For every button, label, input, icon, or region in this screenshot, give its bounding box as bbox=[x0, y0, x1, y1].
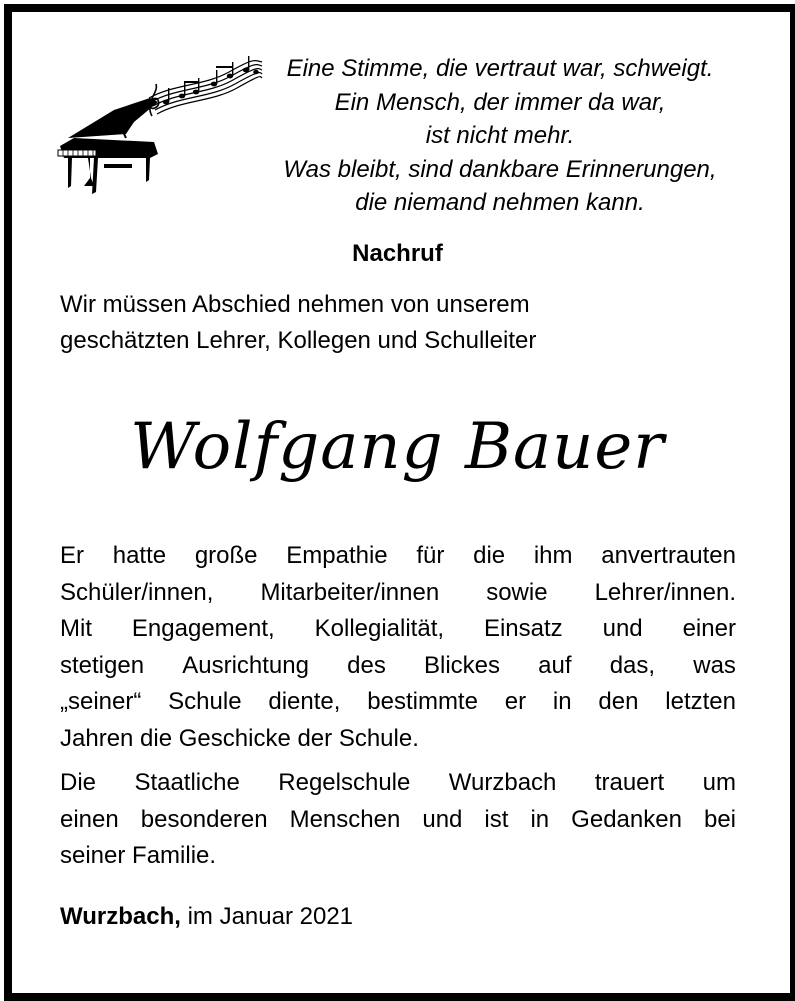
word: hatte bbox=[112, 542, 167, 569]
footer-city: Wurzbach, bbox=[60, 903, 181, 930]
word: um bbox=[702, 769, 736, 796]
word: für bbox=[416, 542, 445, 569]
paragraph-line bbox=[60, 611, 736, 648]
footer-date: im Januar 2021 bbox=[180, 903, 354, 930]
word: Empathie bbox=[286, 542, 388, 569]
paragraph-line bbox=[60, 575, 736, 612]
obituary-heading: Nachruf bbox=[352, 240, 443, 267]
word: auf bbox=[538, 651, 572, 679]
word: große bbox=[194, 542, 258, 569]
footer bbox=[60, 903, 353, 931]
word: anvertrauten bbox=[601, 542, 736, 569]
word: Engagement, bbox=[131, 615, 275, 643]
word: Kollegialität, bbox=[314, 615, 445, 643]
word: das, bbox=[609, 651, 656, 679]
intro-text bbox=[60, 287, 740, 359]
poem-line: Was bleibt, sind dankbare Erinnerungen, bbox=[283, 155, 717, 183]
word: er bbox=[504, 688, 527, 716]
word: was bbox=[693, 651, 736, 679]
word: Einsatz bbox=[483, 615, 563, 643]
word: in bbox=[552, 688, 572, 716]
intro-line: geschätzten Lehrer, Kollegen und Schulleiter bbox=[60, 327, 537, 354]
word: „seiner“ bbox=[60, 688, 142, 716]
condolence-paragraph bbox=[60, 765, 736, 875]
word: des bbox=[347, 651, 386, 679]
word: Blickes bbox=[423, 651, 501, 679]
word: Wurzbach bbox=[448, 769, 557, 796]
word: trauert bbox=[594, 769, 665, 796]
word: besonderen bbox=[140, 805, 268, 833]
poem-line: ist nicht mehr. bbox=[425, 122, 575, 149]
word: bestimmte bbox=[367, 688, 478, 716]
paragraph-line bbox=[60, 684, 736, 721]
word: und bbox=[602, 615, 643, 643]
word: bei bbox=[703, 805, 736, 833]
paragraph-line bbox=[60, 648, 736, 685]
intro-line: Wir müssen Abschied nehmen von unserem bbox=[60, 291, 530, 318]
grand-piano-icon bbox=[54, 46, 264, 206]
word: Ausrichtung bbox=[182, 651, 309, 679]
word: Regelschule bbox=[278, 769, 411, 796]
word: Gedanken bbox=[571, 805, 682, 833]
word: den bbox=[598, 688, 639, 716]
paragraph-line bbox=[60, 538, 736, 575]
word: diente, bbox=[268, 688, 341, 716]
word: Lehrer/innen. bbox=[594, 578, 736, 606]
paragraph-line bbox=[60, 765, 736, 802]
paragraph-line bbox=[60, 721, 736, 758]
paragraph-line bbox=[60, 802, 736, 839]
poem-line: die niemand nehmen kann. bbox=[355, 189, 645, 216]
poem-line: Ein Mensch, der immer da war, bbox=[334, 88, 666, 116]
word: ist bbox=[484, 805, 509, 833]
word: einer bbox=[682, 615, 736, 643]
word: und bbox=[422, 805, 463, 833]
word: Er bbox=[60, 542, 84, 569]
word: in bbox=[530, 805, 550, 833]
word: ihm bbox=[533, 542, 573, 569]
word: Mitarbeiter/innen bbox=[260, 578, 440, 606]
poem-line: Eine Stimme, die vertraut war, schweigt. bbox=[286, 55, 714, 82]
word: seiner Familie. bbox=[60, 842, 217, 870]
word: die bbox=[473, 542, 506, 569]
tribute-paragraph bbox=[60, 538, 736, 758]
word: Menschen bbox=[289, 805, 401, 833]
word: sowie bbox=[486, 578, 548, 606]
word: Staatliche bbox=[134, 769, 240, 796]
word: Die bbox=[60, 769, 97, 796]
word: Schule bbox=[168, 688, 242, 716]
word: Schüler/innen, bbox=[60, 578, 214, 606]
word: Jahren die Geschicke der Schule. bbox=[60, 724, 419, 752]
word: stetigen bbox=[60, 651, 145, 679]
poem bbox=[260, 52, 740, 220]
paragraph-line bbox=[60, 838, 736, 875]
deceased-name: Wolfgang Bauer bbox=[130, 410, 665, 484]
word: Mit bbox=[60, 615, 92, 643]
word: einen bbox=[60, 805, 119, 833]
word: letzten bbox=[665, 688, 736, 716]
